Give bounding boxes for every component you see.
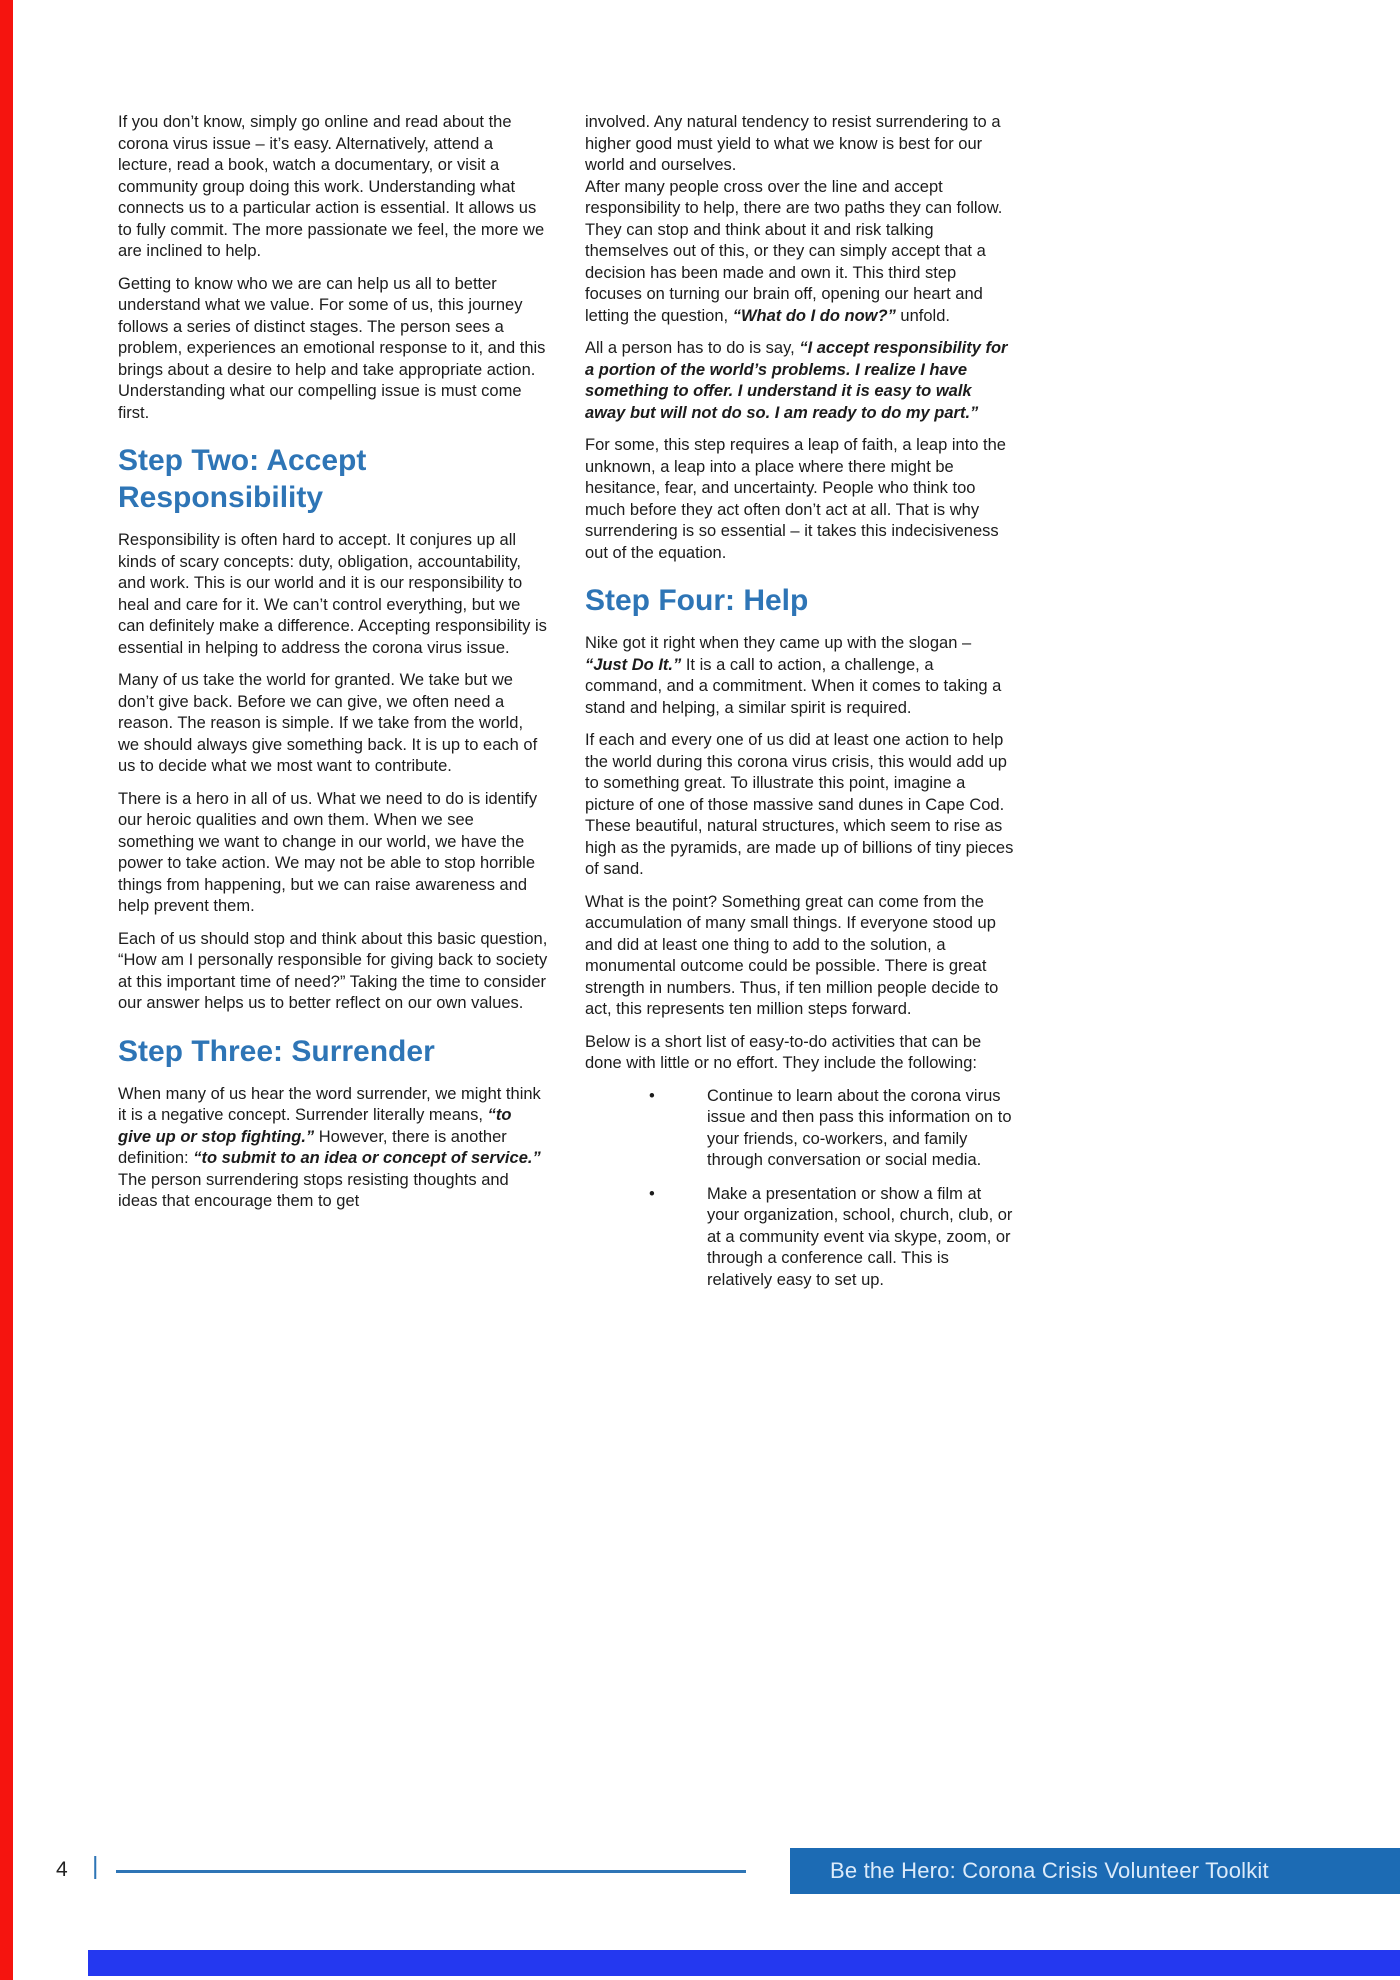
text-run: After many people cross over the line and accept responsibility to help, there are two paths they can follow. They can stop and think about it and risk talking themselves out of this, or they can simply accept that a decision has been made and own it. This third step focuses on turning our brain off, opening our heart and letting the question, [585,177,1003,325]
footer-banner-title: Be the Hero: Corona Crisis Volunteer Toolkit [830,1858,1269,1883]
paragraph-stop-and-think: Each of us should stop and think about this basic question, “How am I personally responsible for giving back to society at this important time of need?” Taking the time to consider our answer helps us to better reflect on our own values. [118,929,548,1012]
activities-list [585,1086,1015,1292]
left-column [118,112,548,1303]
left-red-accent-bar [0,0,13,1980]
bullet-icon: • [649,1086,655,1105]
paragraph-involved [585,112,1015,327]
right-column [585,112,1015,1303]
text-run: It is a call to action, a challenge, a command, and a commitment. When it comes to taking a stand and helping, a similar spirit is required. [585,655,1002,717]
footer-banner [790,1848,1400,1894]
text-run: However, there is another definition: [118,1127,507,1167]
text-run: involved. Any natural tendency to resist surrendering to a higher good must yield to what we know is best for our world and ourselves. [585,113,1001,174]
paragraph-sand-dunes: If each and every one of us did at least one action to help the world during this corona virus crisis, this would add up to something great. To illustrate this point, imagine a picture of one of those massive sand dunes in Cape Cod. These beautiful, natural structures, which seem to rise as high as the pyramids, are made up of billions of tiny pieces of sand. [585,731,1014,878]
paragraph-take-world-for-granted: Many of us take the world for granted. We take but we don’t give back. Before we can give, we often need a reason. The reason is simple. If we take from the world, we should always give something back. It is up to each of us to decide what we most want to contribute. [118,671,538,775]
quote-just-do-it: “Just Do It.” [585,655,682,674]
list-item [649,1086,1015,1172]
text-run: When many of us hear the word surrender, we might think it is a negative concept. Surrender literally means, [118,1084,541,1124]
list-item-text: Continue to learn about the corona virus issue and then pass this information on to your friends, co-workers, and family through conversation or social media. [707,1086,1012,1169]
quote-i-accept-responsibility: “I accept responsibility for a portion of the world’s problems. I realize I have something to offer. I understand it is easy to walk away but will not do so. I am ready to do my part.” [585,339,1008,422]
paragraph-responsibility: Responsibility is often hard to accept. It conjures up all kinds of scary concepts: duty, obligation, accountability, and work. This is our world and it is our responsibility to heal and care for it. We can’t control everything, but we can definitely make a difference. Accepting responsibility is essential in helping to address the corona virus issue. [118,531,547,657]
heading-step-four: Step Four: Help [585,584,809,617]
paragraph-getting-to-know: Getting to know who we are can help us all to better understand what we value. For some of us, this journey follows a series of distinct stages. The person sees a problem, experiences an emotional response to it, and this brings about a desire to help and take appropriate action. Understanding what our compelling issue is must come first. [118,274,546,422]
paragraph-know: If you don’t know, simply go online and read about the corona virus issue – it’s easy. Alternatively, attend a lecture, read a book, watch a documentary, or visit a community group doing this work. Understanding what connects us to a particular action is essential. It allows us to fully commit. The more passionate we feel, the more we are inclined to help. [118,113,545,260]
paragraph-short-list-intro: Below is a short list of easy-to-do activities that can be done with little or no effort. They include the following: [585,1032,982,1072]
text-run: The person surrendering stops resisting thoughts and ideas that encourage them to get [118,1170,509,1210]
list-item-text: Make a presentation or show a film at your organization, school, church, club, or at a community event via skype, zoom, or through a conference call. This is relatively easy to set up. [707,1184,1013,1289]
page-number: 4 [56,1858,68,1881]
heading-step-three: Step Three: Surrender [118,1034,435,1068]
list-item [649,1184,1015,1292]
paragraph-surrender [118,1084,548,1213]
quote-what-do-i-do-now: “What do I do now?” [732,306,896,325]
page-content [118,112,1015,1303]
text-run: All a person has to do is say, [585,339,800,357]
paragraph-accept-responsibility-quote [585,338,1015,424]
page-number-separator: | [92,1852,99,1880]
quote-submit-to-idea: “to submit to an idea or concept of service.” [193,1149,541,1167]
heading-step-two: Step Two: Accept Responsibility [118,444,367,514]
paragraph-hero-in-all-of-us: There is a hero in all of us. What we need to do is identify our heroic qualities and own them. When we see something we want to change in our world, we have the power to take action. We may not be able to stop horrible things from happening, but we can raise awareness and help prevent them. [118,789,538,915]
paragraph-what-is-the-point: What is the point? Something great can come from the accumulation of many small things. If everyone stood up and did at least one thing to add to the solution, a monumental outcome could be possible. There is great strength in numbers. Thus, if ten million people decide to act, this represents ten million steps forward. [585,892,999,1018]
paragraph-leap-of-faith: For some, this step requires a leap of faith, a leap into the unknown, a leap into a place where there might be hesitance, fear, and uncertainty. People who think too much before they act often don’t act at all. That is why surrendering is so essential – it takes this indecisiveness out of the equation. [585,436,1006,562]
bottom-blue-accent-bar [88,1950,1400,1976]
paragraph-nike [585,633,1015,719]
text-run: unfold. [895,306,950,325]
footer-rule [116,1870,746,1873]
bullet-icon: • [649,1184,655,1203]
text-run: Nike got it right when they came up with the slogan – [585,634,972,652]
quote-give-up: “to give up or stop fighting.” [118,1106,512,1146]
